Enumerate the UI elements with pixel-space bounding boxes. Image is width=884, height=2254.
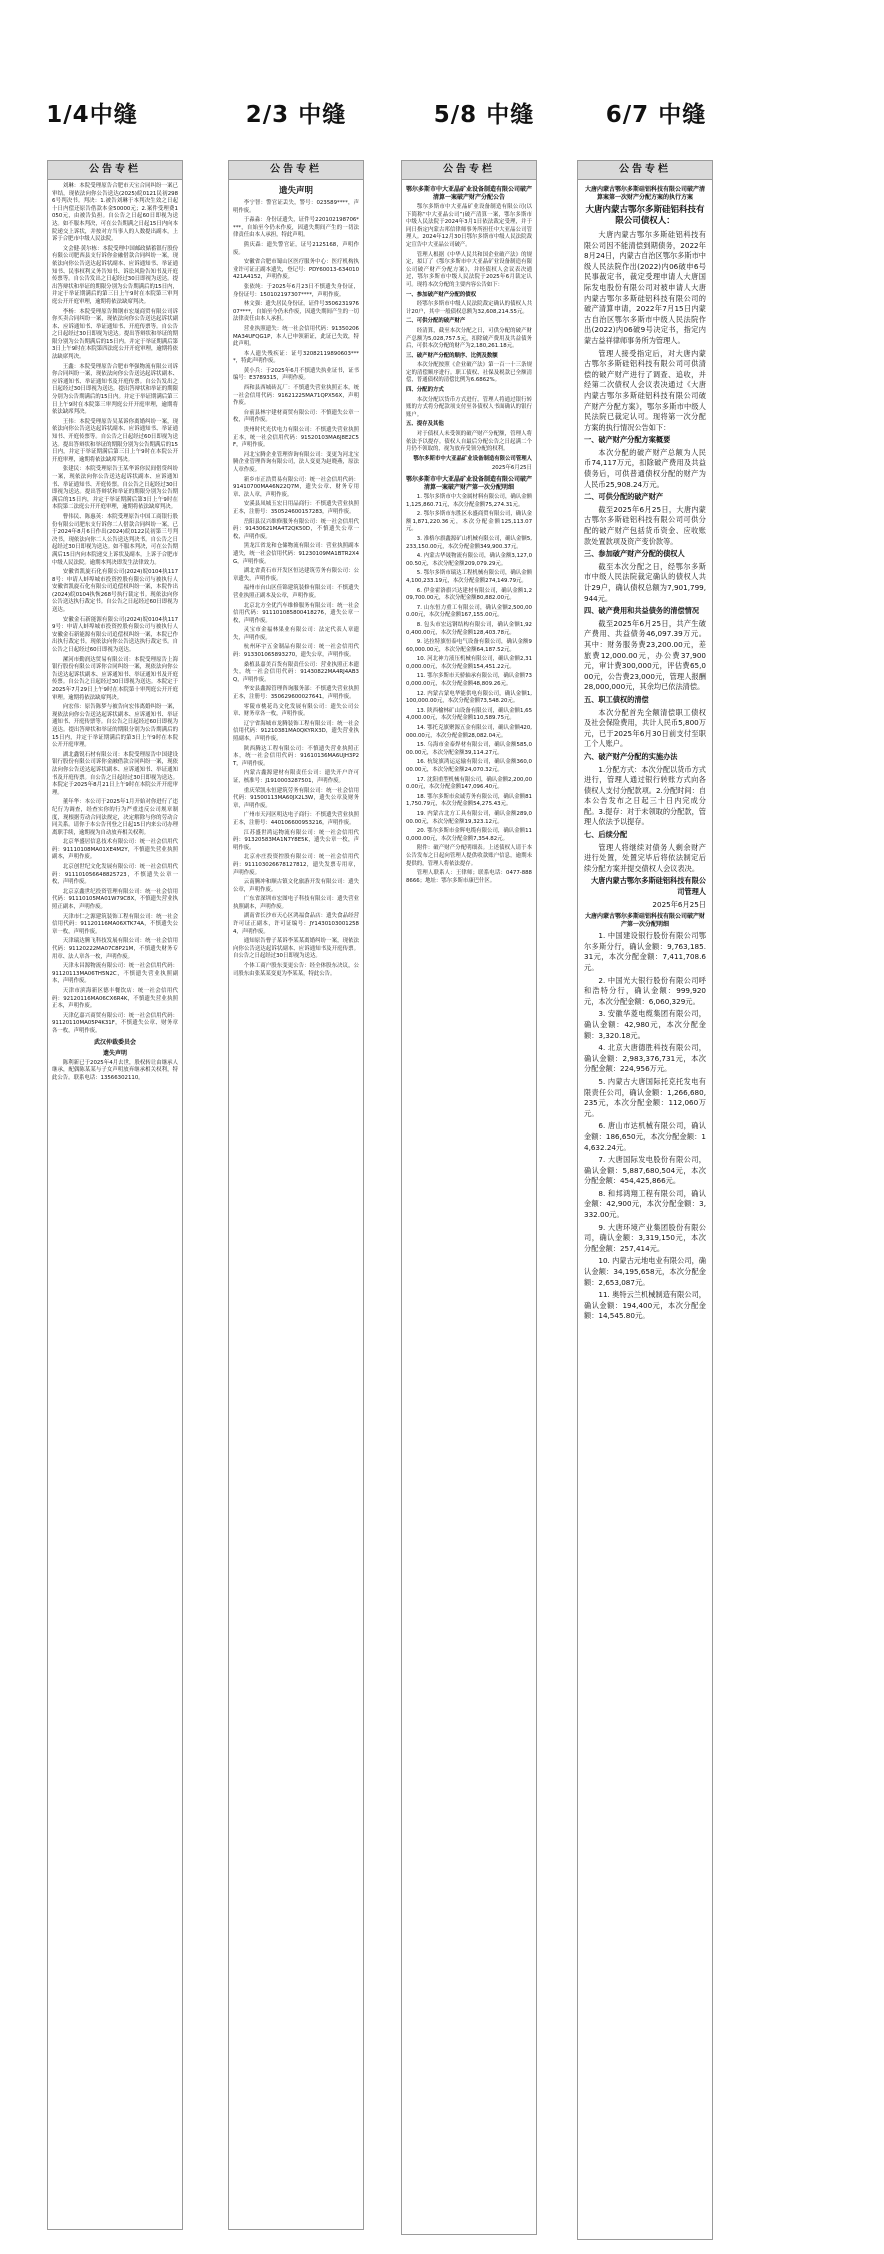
list-item: 4. 内蒙古华晟物流有限公司，确认金额3,127,000.50元，本次分配金额209,079.29元。 bbox=[406, 553, 532, 567]
notice-item: 重庆荣凯永恒建筑劳务有限公司：统一社会信用代码：91500113MA60JX2L3W，遗失公章及财务章，声明作废。 bbox=[233, 787, 359, 809]
notice-paragraph: 鄂尔多斯市中大亚晶矿业设备制造有限公司(以下简称“中大亚晶公司”)破产清算一案，鄂尔多斯市中级人民法院于2024年3月1日依法裁定受理，并于同日指定内蒙古邦信律师事务所担任中大亚晶公司管理人。2024年12月30日鄂尔多斯市中级人民法院裁定宣告中大亚晶公司破产。 bbox=[406, 204, 532, 248]
signature: 大唐内蒙古鄂尔多斯硅铝科技有限公司管理人 bbox=[590, 876, 706, 897]
section-text: 经清算，截至本次分配之日，可供分配的破产财产总额为5,028,757.5元，扣除破产费用及共益债务后，可供本次分配的财产为2,180,261.18元。 bbox=[406, 327, 532, 350]
notice-item: 黄小兵：于2025年6月不慎遗失执业证书，证书编号：E3789315，声明作废。 bbox=[233, 367, 359, 382]
distribution-list bbox=[584, 931, 706, 1322]
court-label: 武汉仲裁委员会 bbox=[93, 1038, 136, 1046]
notice-item: 安徽省合肥市蜀山区医疗服务中心：医疗机构执业许可证正副本遗失，登记号：PDY60013-634010421A4152，声明作废。 bbox=[233, 259, 359, 281]
section-text: 经鄂尔多斯市中级人民法院裁定确认的债权人共计20户，其中一般债权总额为32,608,214.55元。 bbox=[406, 301, 532, 315]
column-label: 公告专栏 bbox=[48, 161, 182, 180]
notice-item: 于淼淼：身份证遗失，证件号220102198706****，自始至今仍未作废，因遗失期间产生的一切法律责任由本人承担，特此声明。 bbox=[233, 217, 359, 239]
section-heading: 七、后续分配 bbox=[584, 830, 628, 840]
list-item: 13. 陕西榆林矿山设备有限公司，确认金额1,654,000.00元，本次分配金额110,589.75元。 bbox=[406, 707, 532, 722]
section-heading: 六、破产财产分配的实施办法 bbox=[584, 751, 678, 761]
notice-item: 本人遗失残疾证：证号32082119890603****，特此声明作废。 bbox=[233, 350, 359, 365]
section-text: 本次分配以货币方式进行，管理人将通过银行转账的方式将分配款项支付至各债权人书面确认的银行账户。 bbox=[406, 396, 532, 418]
notice-column-2 bbox=[228, 160, 364, 2230]
notice-item: 灵宝市金福林果业有限公司：法定代表人章遗失，声明作废。 bbox=[233, 627, 359, 641]
notice-item: 北京亦庄投资控股有限公司：统一社会信用代码：911103026678127812，遗失发票专用章，声明作废。 bbox=[233, 854, 359, 876]
list-item: 5. 鄂尔多斯市瑞达工程机械有限公司，确认金额4,100,233.19元，本次分配金额274,149.79元。 bbox=[406, 570, 532, 584]
notice-column-3 bbox=[401, 160, 537, 2235]
list-item: 10. 河北神力液压机械有限公司，确认金额2,310,000.00元，本次分配金额154,451.22元。 bbox=[406, 656, 532, 670]
notice-item: 王伟：本院受理原告吴某诉你离婚纠纷一案，现依法向你公告送达起诉状副本、应诉通知书、举证通知书、开庭传票等。自公告之日起经过60日即视为送达。提出答辩状和举证的期限分别为公告期满后的15日内，并定于举证期满后第三日上午9时在本院公开开庭审理，逾期将依法缺席判决。 bbox=[52, 418, 178, 463]
notice-paragraph: 附件：破产财产分配明细表。上述债权人请于本公告发布之日起向管理人提供收款账户信息，逾期未提供的，管理人将依法提存。 bbox=[406, 845, 532, 867]
notice-title: 大唐内蒙古鄂尔多斯硅铝科技有限公司破产清算案第一次财产分配方案的执行方案 bbox=[584, 186, 705, 201]
notice-item: 黑龙江省龙和仓储物流有限公司：营业执照副本遗失，统一社会信用代码：91230109MA1BTR2X4G，声明作废。 bbox=[233, 543, 359, 565]
notice-item: 北京北方全优汽车维修服务有限公司：统一社会信用代码：911101085800418276，遗失公章一枚，声明作废。 bbox=[233, 602, 359, 624]
notice-title: 遗失声明 bbox=[278, 186, 313, 196]
section-text: 对于债权人未受领的破产财产分配额，管理人将依法予以提存。债权人自最后分配公告之日起满二个月仍不领取的，视为放弃受领分配的权利。 bbox=[406, 431, 532, 453]
list-item: 2. 中国光大银行股份有限公司呼和浩特分行，确认金额：999,920元，本次分配金额：6,060,329元。 bbox=[584, 975, 706, 1006]
notice-item: 营业执照遗失：统一社会信用代码：91350206MA34UFQG1P，本人已申领新证，此证已失效，特此声明。 bbox=[233, 325, 359, 348]
notice-item: 广州市天河区明达电子商行：不慎遗失营业执照正本，注册号：440106600953216，声明作废。 bbox=[233, 812, 359, 826]
section-heading: 三、参加破产财产分配的债权人 bbox=[584, 549, 685, 559]
notice-item: 李杨：本院受理原告舞钢市宏晟商贸有限公司诉你买卖合同纠纷一案，现依法向你公告送达起诉状副本、应诉通知书、举证通知书、开庭传票等。自公告之日起经过30日即视为送达。提出答辩状和举证的期限分别为公告期满后的15日内。并定于举证期满后第3日上午9时在本院第四法庭公开开庭审理，逾期将依法缺席判决。 bbox=[52, 308, 178, 361]
notice-item: 零陵市桃花岛文化发展有限公司：遗失公司公章、财务章各一枚，声明作废。 bbox=[233, 703, 359, 718]
notice-item: 岳阳县汉兴维修服务有限公司：统一社会信用代码：91430621MA4T2QK50D，不慎遗失公章一枚，声明作废。 bbox=[233, 518, 359, 540]
notice-item: 湖北省黄石市开发区恒达建筑劳务有限公司：公章遗失，声明作废。 bbox=[233, 568, 359, 582]
notice-paragraphs bbox=[584, 230, 706, 433]
notice-item: 台前县林宇建材商贸有限公司：不慎遗失公章一枚，声明作废。 bbox=[233, 409, 359, 424]
notice-item: 张建民：本院受理原告王某华诉你民间借贷纠纷一案，现依法向你公告送达起诉状副本、应诉通知书、举证通知书、开庭传票。自公告之日起经过30日即视为送达。提出答辩状和举证的期限分别为公告期满后的15日内，并定于举证期满后第3日上午9时在本院第二法庭公开开庭审理，逾期将依法缺席判决。 bbox=[52, 466, 178, 511]
notice-item: 天津亿嘉兴商贸有限公司：统一社会信用代码：91120110MA05P4K31F，不慎遗失公章、财务章各一枚，声明作废。 bbox=[52, 1012, 178, 1034]
notice-item: 王鑫：本院受理原告合肥市华强物流有限公司诉你合同纠纷一案，现依法向你公告送达起诉状副本、应诉通知书、举证通知书及开庭传票。自公告发出之日起经过30日即视为送达。提出答辩状和举证的期限分别为公告期满后的15日内。并定于举证期满后第三日上午9时在本院第三审判庭公开开庭审理，逾期将依法缺席判决。 bbox=[52, 363, 178, 416]
notice-title-2: 鄂尔多斯市中大亚晶矿业设备制造有限公司破产清算一案破产财产第一次分配明细 bbox=[406, 476, 533, 491]
notice-item: 北京华盛居信息技术有限公司：统一社会信用代码：91110108MA01XE4M2Y，不慎遗失营业执照副本，声明作废。 bbox=[52, 839, 178, 861]
list-item: 1. 鄂尔多斯市中大金属材料有限公司，确认金额1,125,860.71元，本次分配金额75,274.31元。 bbox=[406, 494, 532, 508]
notice-item: 董年华：本公司于2025年1月开始对你进行了违纪行为调查，经查实你的行为严重违反公司规章制度，现根据劳动合同法规定，决定解除与你的劳动合同关系。请你于本公告刊登之日起15日内来公司办理离职手续，逾期视为自动放弃相关权利。 bbox=[52, 799, 178, 836]
list-item: 12. 内蒙古蒙电华能供电有限公司，确认金额1,100,000.00元，本次分配金额73,548.20元。 bbox=[406, 690, 532, 705]
list-item: 8. 和邦鸿翔工程有限公司，确认金额：42,900元，本次分配金额：3,332.00元。 bbox=[584, 1188, 706, 1220]
col4-header: 6/7 中缝 bbox=[605, 102, 707, 128]
notice-item: 福州市台山区佳锦建筑装修有限公司：不慎遗失营业执照正副本及公章，声明作废。 bbox=[233, 585, 359, 599]
notice-item: 辽宁省海城市龙腾装饰工程有限公司：统一社会信用代码：91210381MA0QKYRX3D，遗失营业执照副本，声明作废。 bbox=[233, 720, 359, 742]
section-text: 管理人将继续对债务人剩余财产进行处置，处置完毕后将依法制定后续分配方案并提交债权人会议表决。 bbox=[584, 842, 706, 873]
list-item: 3. 准格尔旗鑫源矿山机械有限公司，确认金额5,233,150.00元，本次分配金额349,900.37元。 bbox=[406, 535, 532, 550]
section-heading: 五、提存及其他 bbox=[406, 421, 444, 428]
list-item: 3. 安徽华菱电缆集团有限公司，确认金额：42,980元，本次分配金额：3,320.18元。 bbox=[584, 1009, 706, 1040]
notice-item: 天津瑞达腾飞科技发展有限公司：统一社会信用代码：91120222MA07C8P21M，不慎遗失财务专用章、法人章各一枚，声明作废。 bbox=[52, 938, 178, 960]
notice-item: 文会健·黄尔栋：本院受理中国邮政储蓄银行股份有限公司肥西县支行诉你金融借款合同纠纷一案，现依法向你公告送达起诉状副本、应诉通知书、举证通知书、民事权利义务告知书、诉讼风险告知书及开庭传票等。自公告发出之日起经过30日即视为送达。提出答辩状和举证的期限分别为公告期满后的15日内，并定于举证期满后的第三日上午9时在本院第三审判庭公开开庭审理，逾期将依法缺席判决。 bbox=[52, 245, 178, 305]
list-item: 7. 大唐国际发电股份有限公司，确认金额：5,887,680,504元，本次分配金额：454,425,866元。 bbox=[584, 1155, 706, 1186]
list-item: 15. 乌海市金泰焊材有限公司，确认金额585,000.00元，本次分配金额39,114.27元。 bbox=[406, 742, 532, 756]
notice-item: 曹伟民、陈惠英：本院受理原告中国工商银行股份有限公司肥东支行诉你二人借款合同纠纷一案，已于2024年8月6日作出(2024)皖0122民初第三号判决书，现依法向你二人公告送达判决书。自公告之日起经过30日即视为送达。如不服本判决，可在公告期满后15日内向本院递交上诉状及副本，上诉于合肥市中级人民法院。逾期本判决即发生法律效力。 bbox=[52, 513, 178, 566]
list-item: 8. 包头市宏远钢结构有限公司，确认金额1,920,400.00元，本次分配金额128,403.78元。 bbox=[406, 621, 532, 636]
column-body bbox=[48, 180, 182, 1087]
date: 2025年6月25日 bbox=[491, 465, 532, 472]
col3-header: 5/8 中缝 bbox=[433, 102, 535, 128]
list-item: 9. 达拉特旗恒泰电气设备有限公司，确认金额960,000.00元，本次分配金额64,187.52元。 bbox=[406, 639, 532, 653]
notice-title-2: 大唐内蒙古鄂尔多斯硅铝科技有限公司破产财产第一次分配明细 bbox=[584, 913, 705, 929]
signature: 鄂尔多斯市中大亚晶矿业设备制造有限公司管理人 bbox=[413, 455, 532, 462]
notice-item: 内蒙古鑫源建材有限责任公司：遗失开户许可证，核准号：J1910003287501，声明作废。 bbox=[233, 770, 359, 784]
notice-item: 西和县西城砖瓦厂：不慎遗失营业执照正本，统一社会信用代码：91621225MA71QPX56X，声明作废。 bbox=[233, 385, 359, 407]
notice-item: 桑植县嘉美百货有限责任公司：营业执照正本遗失，统一社会信用代码：91430822MA4RJ4AB3Q，声明作废。 bbox=[233, 661, 359, 683]
col1-header: 1/4中缝 bbox=[46, 102, 138, 128]
notice-addressee: 大唐内蒙古鄂尔多斯硅铝科技有限公司债权人： bbox=[585, 205, 705, 226]
list-item: 20. 鄂尔多斯市金辉电缆有限公司，确认金额110,000.00元，本次分配金额7,354.82元。 bbox=[406, 828, 532, 842]
distribution-list bbox=[406, 494, 532, 843]
list-item: 17. 沈阳重型机械有限公司，确认金额2,200,000.00元，本次分配金额147,096.40元。 bbox=[406, 776, 532, 791]
notice-title: 鄂尔多斯市中大亚晶矿业设备制造有限公司破产清算一案破产财产分配公告 bbox=[406, 186, 533, 201]
notice-item: 个体工商户股东变更公告：经全体股东决议，公司股东由张某某变更为李某某，特此公告。 bbox=[233, 963, 359, 977]
notice-item: 林文强：遗失居民身份证，证件号350623197607****，自始至今仍未作废，因遗失期间产生的一切法律责任由本人承担。 bbox=[233, 301, 359, 323]
notice-item: 湖南省长沙市天心区鸿福食品店：遗失食品经营许可证正副本，许可证编号：JY14301030012584，声明作废。 bbox=[233, 913, 359, 935]
notice-sections bbox=[406, 292, 532, 454]
notice-item: 北京创世纪文化发展有限公司：统一社会信用代码：911101056648825723，不慎遗失公章一枚，声明作废。 bbox=[52, 864, 178, 886]
section-heading: 三、破产财产分配的顺序、比例及数额 bbox=[406, 352, 498, 359]
section-heading: 四、破产费用和共益债务的清偿情况 bbox=[584, 606, 700, 616]
notice-item: 刘琳：本院受理原告合肥市天宝合同纠纷一案已审结，现依法向你公告送达(2025)皖0121民初2986号判决书。判决：1.被告刘琳于本判决生效之日起十日内偿还原告借款本金50000元；2.案件受理费1050元，由被告负担。自公告之日起60日即视为送达。如不服本判决，可在公告期满之日起15日内向本院递交上诉状，并按对方当事人的人数提出副本，上诉于合肥市中级人民法院。 bbox=[52, 183, 178, 243]
notice-item: 新乡市正浩贸易有限公司：统一社会信用代码：91410700MA46N22Q7M，遗失公章、财务专用章、法人章，声明作废。 bbox=[233, 476, 359, 498]
notice-item: 广东省深圳市宏图电子科技有限公司：遗失营业执照副本，声明作废。 bbox=[233, 896, 359, 910]
column-label: 公告专栏 bbox=[578, 161, 712, 180]
notice-item: 河北宝腾企业管理咨询有限公司：变更为河北宝腾企业管理咨询有限公司，法人变更为赵晓燕，原法人章作废。 bbox=[233, 451, 359, 473]
section-heading: 二、可供分配的破产财产 bbox=[406, 318, 466, 325]
section-text: 截至本次分配之日，经鄂尔多斯市中级人民法院裁定确认的债权人共计29户，确认债权总额为7,901,799,944元。 bbox=[584, 561, 706, 603]
list-item: 19. 内蒙古北方工具有限公司，确认金额289,000.00元，本次分配金额19,323.12元。 bbox=[406, 810, 532, 825]
list-item: 11. 奥特云兰机械制造有限公司，确认金额：194,400元，本次分配金额：14,545.80元。 bbox=[584, 1290, 706, 1321]
notice-item: 云南腾冲和顺古镇文化旅游开发有限公司：遗失公章，声明作废。 bbox=[233, 879, 359, 893]
notice-paragraph: 管理人联系人：王律师；联系电话：0477-8888666；地址：鄂尔多斯市康巴什区。 bbox=[406, 870, 532, 884]
section-heading: 一、参加破产财产分配的债权 bbox=[406, 291, 477, 298]
notice-item: 华安县鑫源管理咨询服务部：不慎遗失营业执照正本，注册号：350629600027641，声明作废。 bbox=[233, 686, 359, 701]
list-item: 14. 鄂托克旗聚源五金有限公司，确认金额420,000.00元，本次分配金额28,082.04元。 bbox=[406, 725, 532, 739]
list-item: 11. 鄂尔多斯市天骄轴承有限公司，确认金额730,000.00元，本次分配金额48,809.26元。 bbox=[406, 673, 532, 688]
notice-item: 安徽省凯旋石化有限公司(2024)皖0104执1178号：申请人蚌埠城市投资控股有限公司与被执行人安徽省凯旋石化有限公司追偿权纠纷一案，本院作出(2024)皖0104执恢268号执行裁定书。现依法向你公告送达执行裁定书。自公告之日起经过60日即视为送达。 bbox=[52, 569, 178, 614]
list-item: 1. 中国建设银行股份有限公司鄂尔多斯分行，确认金额：9,763,185.31元，本次分配金额：7,411,708.6元。 bbox=[584, 931, 706, 972]
notice-item: 通知原告曹子某诉李某某离婚纠纷一案，现依法向你公告送达起诉状副本、应诉通知书及开庭传票。自公告之日起经过30日即视为送达。 bbox=[233, 938, 359, 960]
list-item: 10. 内蒙古元地电业有限公司，确认金额：34,195,658元，本次分配金额：2,653,087元。 bbox=[584, 1256, 706, 1287]
section-text: 本次分配首先全额清偿职工债权及社会保险费用，共计人民币5,800万元，已于2025年6月30日前支付至职工个人账户。 bbox=[584, 707, 706, 749]
section-heading: 五、职工债权的清偿 bbox=[584, 694, 649, 704]
notice-list bbox=[233, 200, 359, 978]
notice-item: 向宏伟：原告陈梦与被告向宏伟离婚纠纷一案，现依法向你公告送达起诉状副本、应诉通知书、举证通知书、开庭传票等。自公告之日起经过60日即视为送达。提出答辩状和举证的期限分别为公告期满后的15日内，并定于举证期满后的第3日上午9时在本院公开开庭审理。 bbox=[52, 704, 178, 749]
notice-item: 江苏盛世鸿运物流有限公司：统一社会信用代码：91320583MA1N7Y8E5K，遗失公章一枚，声明作废。 bbox=[233, 829, 359, 851]
section-text: 1.分配方式：本次分配以货币方式进行，管理人通过银行转账方式向各债权人支付分配款项。2.分配时间：自本公告发布之日起三十日内完成分配。3.提存：对于未领取的分配款，管理人依法予以提存。 bbox=[584, 764, 706, 827]
section-text: 本次分配的破产财产总额为人民币74,117万元，扣除破产费用及共益债务后，可供普通债权分配的财产为人民币25,908.24万元。 bbox=[584, 447, 706, 489]
column-body bbox=[402, 180, 536, 890]
notice-item: 天津市仁之源建筑装饰工程有限公司：统一社会信用代码：91120116MA06XTK74A，不慎遗失公章一枚，声明作废。 bbox=[52, 913, 178, 935]
notice-item: 熊庆森：遗失警官证，证号2125168，声明作废。 bbox=[233, 241, 359, 256]
list-item: 2. 鄂尔多斯市东胜区永盛商贸有限公司，确认金额1,871,220.36元，本次分配金额125,113.07元。 bbox=[406, 511, 532, 533]
section-text: 截至2025年6月25日，大唐内蒙古鄂尔多斯硅铝科技有限公司可供分配的破产财产包括货币资金、应收账款处置款项及资产变价款等。 bbox=[584, 504, 706, 546]
column-label: 公告专栏 bbox=[229, 161, 363, 180]
col2-header: 2/3 中缝 bbox=[245, 102, 347, 128]
list-item: 4. 北京大唐德胜科技有限公司，确认金额：2,983,376,731元，本次分配金额：224,956万元。 bbox=[584, 1043, 706, 1074]
notice-column-1 bbox=[47, 160, 183, 2230]
notice-label: 遗失声明 bbox=[102, 1049, 127, 1057]
notice-column-4 bbox=[577, 160, 713, 2240]
notice-item: 李宁智：警官证丢失，警号：023589****，声明作废。 bbox=[233, 200, 359, 214]
notice-item: 贵州时代光伏电力有限公司：不慎遗失营业执照正本，统一社会信用代码：91520103MA6J8E2C5F，声明作废。 bbox=[233, 427, 359, 449]
notice-sections bbox=[584, 435, 706, 874]
notice-item: 陕西腾达工程有限公司：不慎遗失营业执照正本，统一社会信用代码：91610136MA6UJH3P2T，声明作废。 bbox=[233, 745, 359, 767]
section-heading: 四、分配的方式 bbox=[406, 387, 444, 394]
column-body bbox=[578, 180, 712, 1327]
notice-paragraph: 大唐内蒙古鄂尔多斯硅铝科技有限公司因不能清偿到期债务，2022年8月24日，内蒙古自治区鄂尔多斯市中级人民法院作出(2022)内06破申6号民事裁定书，裁定受理申请人大唐国际发电股份有限公司对被申请人大唐内蒙古鄂尔多斯硅铝科技有限公司的破产清算申请，2022年7月15日内蒙古自治区鄂尔多斯市中级人民法院作出(2022)内06破9号决定书，指定内蒙古益祥律师事务所为管理人。 bbox=[584, 230, 706, 345]
notice-paragraphs-2 bbox=[406, 845, 532, 885]
notice-item: 漯河市勤润达贸易有限公司：本院受理原告上海银行股份有限公司诉你合同纠纷一案，现依法向你公告送达起诉状副本、应诉通知书、举证通知书及开庭传票。自公告之日起经过30日即视为送达。本院定于2025年7月29日上午9时在本院第十审判庭公开开庭审理。逾期将依法缺席判决。 bbox=[52, 656, 178, 701]
notice-paragraphs bbox=[406, 204, 532, 290]
notice-item: 天津市滨海新区德丰餐饮店：统一社会信用代码：92120116MA06CX6R4K，不慎遗失营业执照正本，声明作废。 bbox=[52, 987, 178, 1010]
list-item: 18. 鄂尔多斯市众诚劳务有限公司，确认金额811,750.79元，本次分配金额54,275.43元。 bbox=[406, 793, 532, 808]
notice-item: 天津永昌源物流有限公司：统一社会信用代码：91120113MA06TH5N2C，不慎遗失营业执照副本，声明作废。 bbox=[52, 963, 178, 985]
notice-paragraph: 管理人接受指定后，对大唐内蒙古鄂尔多斯硅铝科技有限公司可供清偿的破产财产进行了调查、追收，并经第二次债权人会议表决通过《大唐内蒙古鄂尔多斯硅铝科技有限公司破产财产分配方案》，鄂尔多斯市中级人民法院已裁定认可。现将第一次分配方案的执行情况公告如下： bbox=[584, 348, 706, 432]
list-item: 16. 杭锭旗鸿运运输有限公司，确认金额360,000.00元，本次分配金额24,070.32元。 bbox=[406, 759, 532, 773]
notice-list bbox=[52, 183, 178, 1036]
section-text: 本次分配按照《企业破产法》第一百一十三条规定的清偿顺序进行。职工债权、社保及税款已全额清偿，普通债权的清偿比例为6.6862%。 bbox=[406, 362, 532, 384]
date: 2025年6月25日 bbox=[652, 899, 706, 909]
column-body bbox=[229, 180, 363, 983]
notice-item: 安溪县凤城玉宏日用品商行：不慎遗失营业执照正本，注册号：350524600157283，声明作废。 bbox=[233, 501, 359, 515]
section-heading: 二、可供分配的破产财产 bbox=[584, 492, 664, 502]
list-item: 6. 伊金霍洛旗兴达建材有限公司，确认金额1,209,700.00元，本次分配金额80,882.00元。 bbox=[406, 587, 532, 602]
list-item: 6. 唐山市达机械有限公司，确认金额：186,650元，本次分配金额：14,632.24元。 bbox=[584, 1121, 706, 1152]
section-text: 截至2025年6月25日，共产生破产费用、共益债务46,097.39万元。其中：财务服务费23,200.00元，差旅费12,000.00元，办公费37,900元，审计费300,000元，评估费65,000元，公告费23,000元，管理人报酬28,000,000元，其余均已依法清偿。 bbox=[584, 618, 706, 692]
list-item: 7. 山东恒力重工有限公司，确认金额2,500,000.00元，本次分配金额167,155.00元。 bbox=[406, 604, 532, 619]
notice-item: 北京京鑫世纪投资管理有限公司：统一社会信用代码：91110105MA01W79C8X，不慎遗失营业执照正副本，声明作废。 bbox=[52, 888, 178, 911]
notice-item: 张依纯：于2025年6月23日不慎遗失身份证，身份证号：150102197307****，声明作废。 bbox=[233, 283, 359, 298]
footer-notice: 陈利新已于2025年4月去世，股权转让由继承人继承，配偶陈某某与子女声明放弃继承相关权利，特此公告。联系电话：13566302110。 bbox=[52, 1059, 178, 1081]
notice-item: 湖北鑫锐石材有限公司：本院受理原告中国建设银行股份有限公司诉你金融借款合同纠纷一案，现依法向你公告送达起诉状副本、应诉通知书、举证通知书及开庭传票。自公告之日起经过30日即视为送达。本院定于2025年8月21日上午9时在本院公开开庭审理。 bbox=[52, 751, 178, 796]
notice-paragraph: 管理人根据《中华人民共和国企业破产法》的规定，拟订了《鄂尔多斯市中大亚晶矿业设备制造有限公司破产财产分配方案》，并经债权人会议表决通过，鄂尔多斯市中级人民法院于2025年6月裁定认可。现将本次分配的主要内容公告如下： bbox=[406, 251, 532, 288]
list-item: 5. 内蒙古大唐国际托克托发电有限责任公司，确认金额：1,266,680,235元，本次分配金额：112,060万元。 bbox=[584, 1076, 706, 1118]
notice-item: 安徽金石新能源有限公司(2024)皖0104执1179号：申请人蚌埠城市投资控股有限公司与被执行人安徽金石新能源有限公司追偿权纠纷一案，本院已作出执行裁定书。现依法向你公告送达执行裁定书。自公告之日起经过60日即视为送达。 bbox=[52, 616, 178, 654]
list-item: 9. 大唐环境产业集团股份有限公司，确认金额：3,319,150元，本次分配金额：257,414元。 bbox=[584, 1222, 706, 1253]
section-heading: 一、破产财产分配方案概要 bbox=[584, 435, 671, 445]
column-label: 公告专栏 bbox=[402, 161, 536, 180]
notice-item: 杭州环宇五金制品有限公司：统一社会信用代码：913301065893270，遗失公章，声明作废。 bbox=[233, 644, 359, 659]
